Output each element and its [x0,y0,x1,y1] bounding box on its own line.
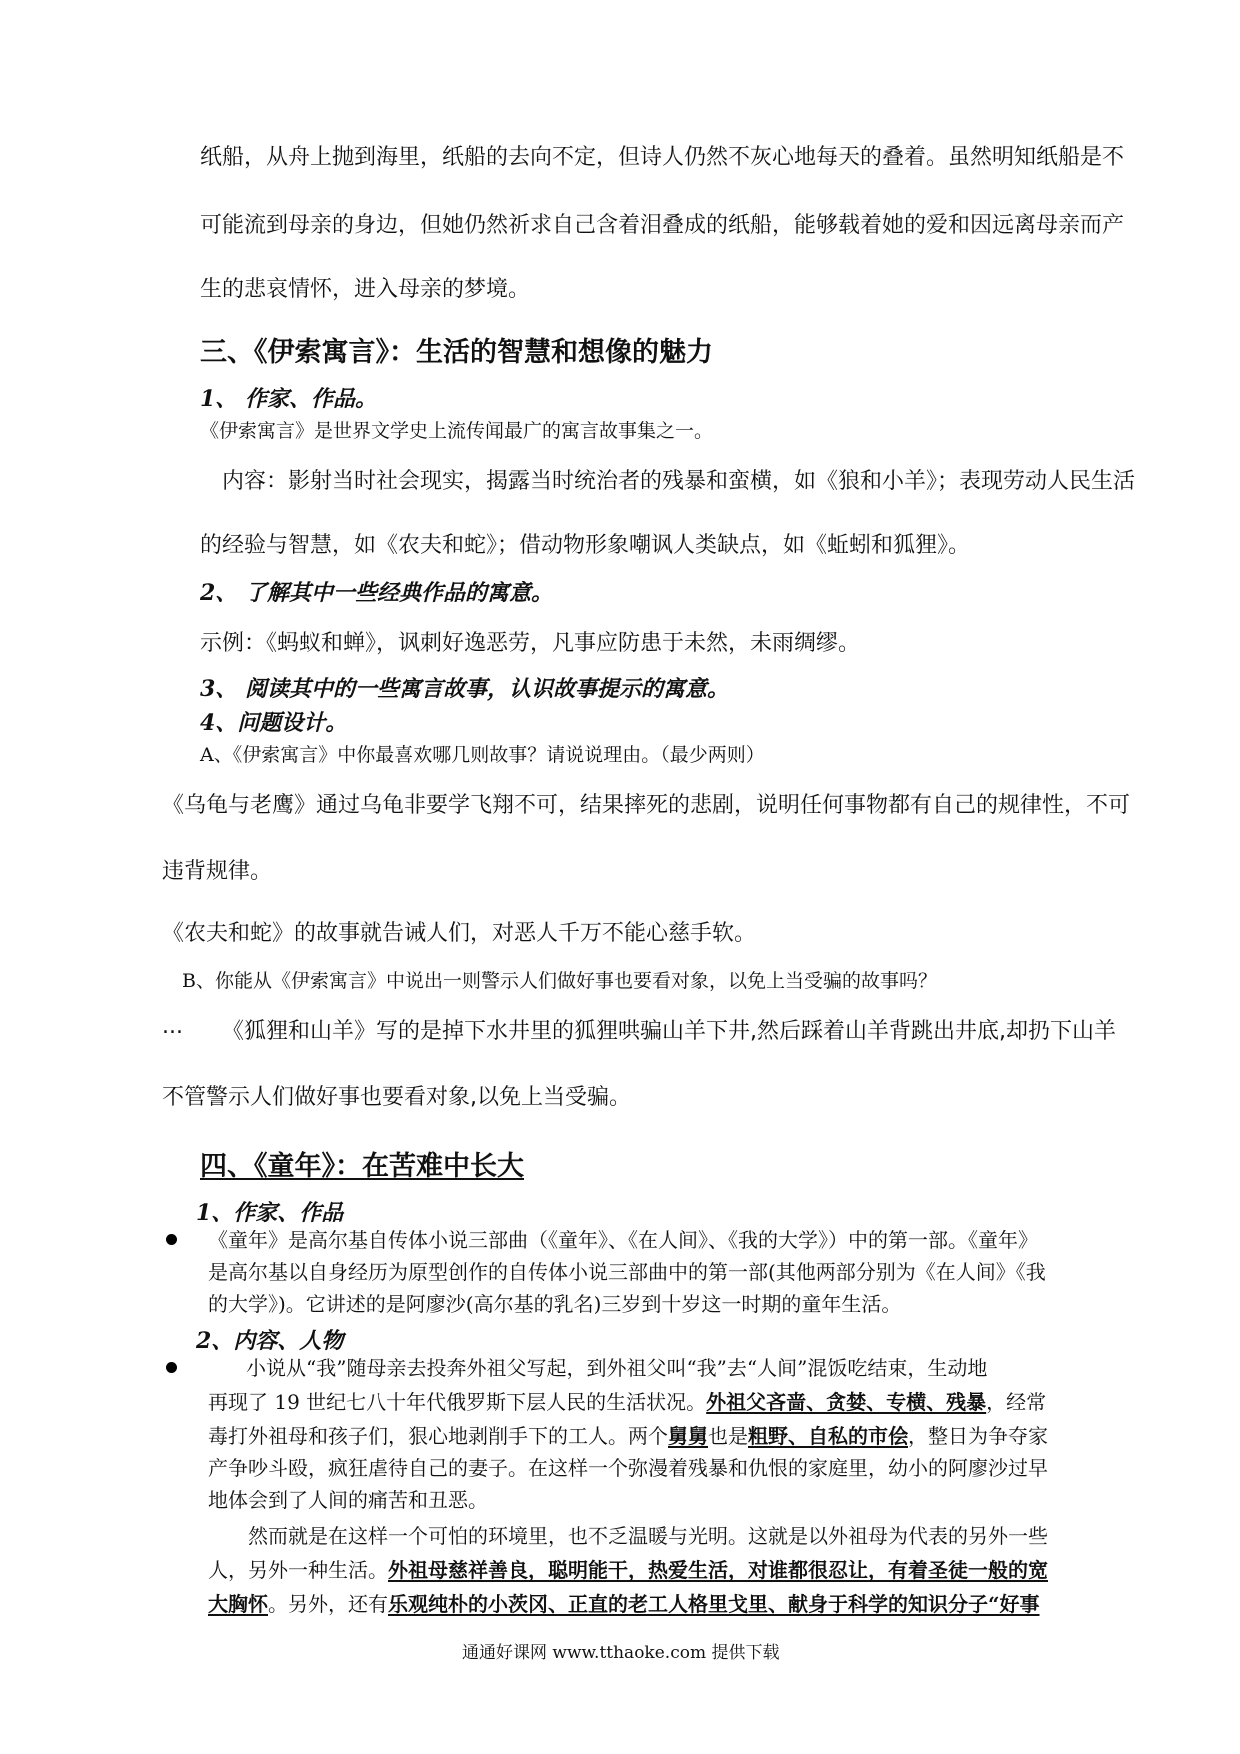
bullet-icon [166,1234,177,1245]
plain-text: 再现了 19 世纪七八十年代俄罗斯下层人民的生活状况。 [208,1390,707,1414]
emphasis-text: 外祖父吝啬、贪婪、专横、残暴 [706,1390,987,1414]
subheading: 2、内容、人物 [196,1328,344,1354]
paragraph-line [208,1588,1040,1620]
paragraph-line: 《农夫和蛇》的故事就告诫人们，对恶人千万不能心慈手软。 [162,921,757,946]
paragraph-line: 《乌龟与老鹰》通过乌龟非要学飞翔不可，结果摔死的悲剧，说明任何事物都有自己的规律性，不可 [162,793,1131,818]
paragraph-line: 《童年》是高尔基自传体小说三部曲（《童年》、《在人间》、《我的大学》）中的第一部。《童年》 [208,1228,1038,1252]
paragraph-line: 纸船，从舟上抛到海里，纸船的去向不定，但诗人仍然不灰心地每天的叠着。虽然明知纸船是不 [200,145,1125,170]
question: A、《伊索寓言》中你最喜欢哪几则故事？请说说理由。（最少两则） [200,744,765,766]
paragraph-line: 小说从“我”随母亲去投奔外祖父写起，到外祖父叫“我”去“人间”混饭吃结束，生动地 [246,1356,988,1380]
paragraph-line: 不管警示人们做好事也要看对象,以免上当受骗。 [162,1085,631,1110]
paragraph-line: 的大学》)。它讲述的是阿廖沙(高尔基的乳名)三岁到十岁这一时期的童年生活。 [208,1292,902,1316]
emphasis-text: 乐观纯朴的小茨冈、正直的老工人格里戈里、献身于科学的知识分子“好事 [388,1592,1040,1616]
subheading: 1、作家、作品 [196,1200,344,1226]
subheading: 1、 作家、作品。 [200,386,377,412]
paragraph-line: 是高尔基以自身经历为原型创作的自传体小说三部曲中的第一部(其他两部分别为《在人间》《我 [208,1260,1046,1284]
plain-text: 。另外，还有 [268,1592,388,1616]
section-heading: 四、《童年》：在苦难中长大 [200,1151,524,1182]
ellipsis: ... [162,1014,183,1039]
page-footer: 通通好课网 www.tthaoke.com 提供下载 [462,1643,780,1663]
paragraph-line: 地体会到了人间的痛苦和丑恶。 [208,1488,488,1512]
paragraph-line: 《伊索寓言》是世界文学史上流传闻最广的寓言故事集之一。 [200,420,714,442]
question: B、你能从《伊索寓言》中说出一则警示人们做好事也要看对象，以免上当受骗的故事吗？ [182,970,937,992]
plain-text: 也是 [708,1424,748,1448]
subheading: 2、 了解其中一些经典作品的寓意。 [200,580,553,606]
paragraph-line: 《狐狸和山羊》写的是掉下水井里的狐狸哄骗山羊下井,然后踩着山羊背跳出井底,却扔下山羊 [222,1019,1116,1044]
paragraph-line: 示例：《蚂蚁和蝉》，讽刺好逸恶劳，凡事应防患于未然，未雨绸缪。 [200,631,861,656]
subheading: 3、 阅读其中的一些寓言故事，认识故事提示的寓意。 [200,676,729,702]
bullet-icon [166,1362,177,1373]
plain-text: 毒打外祖母和孩子们，狠心地剥削手下的工人。两个 [208,1424,668,1448]
paragraph-line [208,1554,1048,1586]
emphasis-text: 舅舅 [668,1424,708,1448]
paragraph-line [208,1420,1048,1452]
paragraph-line: 生的悲哀情怀，进入母亲的梦境。 [200,277,531,302]
emphasis-text: 粗野、自私的市侩 [748,1424,908,1448]
paragraph-line: 然而就是在这样一个可怕的环境里，也不乏温暖与光明。这就是以外祖母为代表的另外一些 [248,1524,1048,1548]
paragraph-line: 可能流到母亲的身边，但她仍然祈求自己含着泪叠成的纸船，能够载着她的爱和因远离母亲而产 [200,213,1125,238]
emphasis-text: 外祖母慈祥善良，聪明能干，热爱生活，对谁都很忍让，有着圣徒一般的宽 [388,1558,1048,1582]
plain-text: 人，另外一种生活。 [208,1558,388,1582]
subheading: 4、问题设计。 [200,710,348,736]
paragraph-line: 产争吵斗殴，疯狂虐待自己的妻子。在这样一个弥漫着残暴和仇恨的家庭里，幼小的阿廖沙过早 [208,1456,1048,1480]
plain-text: ，经常 [986,1390,1047,1414]
paragraph-line [208,1386,1046,1418]
plain-text: ，整日为争夺家 [908,1424,1048,1448]
paragraph-line: 违背规律。 [162,859,273,884]
paragraph-line: 的经验与智慧，如《农夫和蛇》；借动物形象嘲讽人类缺点，如《蚯蚓和狐狸》。 [200,533,971,558]
paragraph-line: 内容：影射当时社会现实，揭露当时统治者的残暴和蛮横，如《狼和小羊》；表现劳动人民生活 [222,469,1136,494]
emphasis-text: 大胸怀 [208,1592,268,1616]
section-heading: 三、《伊索寓言》：生活的智慧和想像的魅力 [200,337,713,368]
